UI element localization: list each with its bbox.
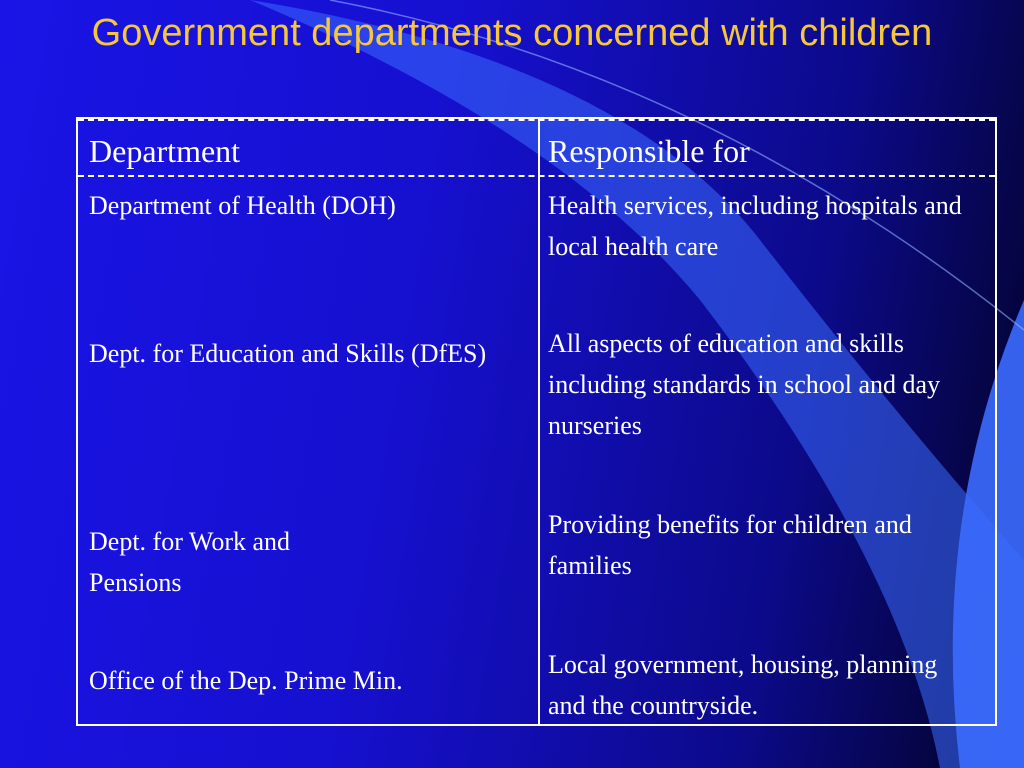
slide-title: Government departments concerned with children bbox=[91, 12, 933, 54]
column-divider bbox=[538, 119, 540, 724]
table-top-rule bbox=[78, 119, 995, 121]
row-1-responsible: Health services, including hospitals and local health care bbox=[548, 191, 962, 261]
header-department: Department bbox=[89, 133, 241, 169]
row-4-responsible: Local government, housing, planning and the countryside. bbox=[548, 650, 938, 720]
row-3-responsible: Providing benefits for children and families bbox=[548, 510, 912, 580]
header-responsible-for: Responsible for bbox=[548, 133, 750, 169]
header-rule bbox=[78, 175, 995, 177]
row-3-department: Dept. for Work and Pensions bbox=[89, 527, 291, 597]
departments-table bbox=[76, 117, 997, 726]
row-4-department: Office of the Dep. Prime Min. bbox=[89, 666, 403, 695]
row-1-department: Department of Health (DOH) bbox=[89, 191, 396, 220]
row-2-department: Dept. for Education and Skills (DfES) bbox=[89, 339, 487, 368]
row-2-responsible: All aspects of education and skills including standards in school and day nurseries bbox=[548, 329, 941, 440]
